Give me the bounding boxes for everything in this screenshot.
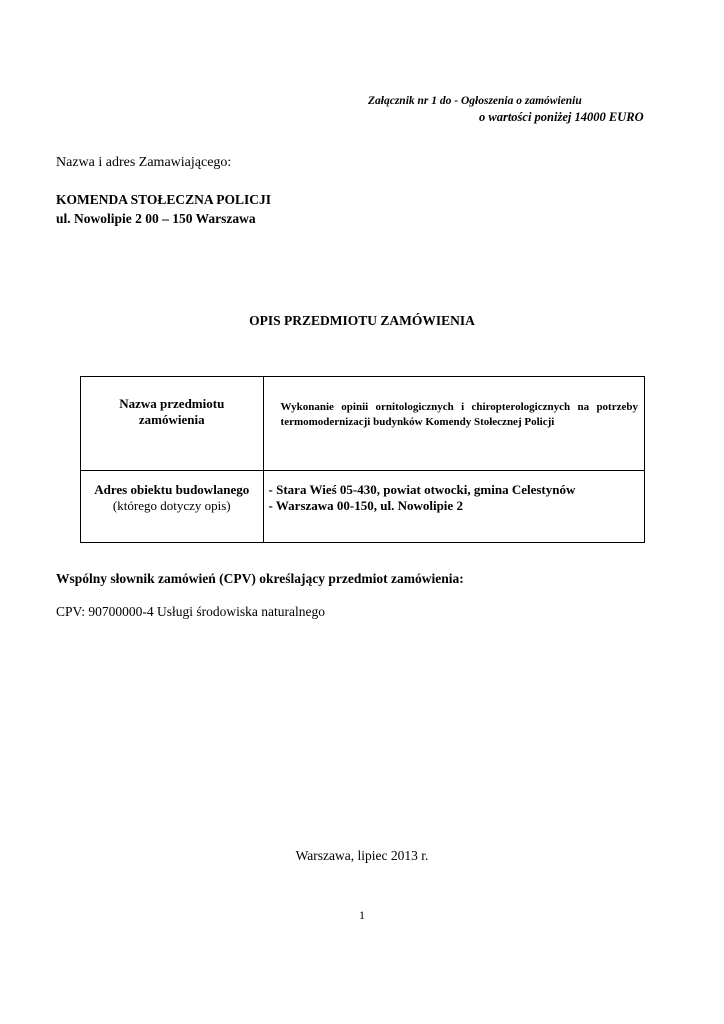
- subject-label-line2: zamówienia: [138, 412, 205, 427]
- address-label: Adres obiektu budowlanego: [94, 482, 250, 497]
- orderer-label: Nazwa i adres Zamawiającego:: [56, 155, 232, 170]
- table-row-address: [81, 471, 645, 543]
- annex-reference-line1: Załącznik nr 1 do - Ogłoszenia o zamówieniu: [368, 95, 582, 107]
- subject-label: [82, 396, 262, 428]
- address-value-line1: - Stara Wieś 05-430, powiat otwocki, gmina Celestynów: [268, 482, 576, 497]
- document-title: OPIS PRZEDMIOTU ZAMÓWIENIA: [249, 313, 475, 328]
- page-number: 1: [359, 908, 365, 922]
- place-date: Warszawa, lipiec 2013 r.: [295, 848, 429, 863]
- address-value-cell: [263, 471, 644, 543]
- address-value-line2: - Warszawa 00-150, ul. Nowolipie 2: [268, 498, 463, 513]
- address-label-note: (którego dotyczy opis): [112, 498, 231, 513]
- subject-label-cell: [81, 377, 264, 471]
- orderer-name: KOMENDA STOŁECZNA POLICJI: [56, 192, 272, 207]
- cpv-heading: Wspólny słownik zamówień (CPV) określający przedmiot zamówienia:: [56, 571, 464, 586]
- table-row-subject: [81, 377, 645, 471]
- cpv-code: CPV: 90700000-4 Usługi środowiska naturalnego: [56, 604, 325, 619]
- subject-value: Wykonanie opinii ornitologicznych i chiropterologicznych na potrzeby termomodernizacji budynków Komendy Stołecznej Policji: [280, 401, 638, 428]
- subject-label-line1: Nazwa przedmiotu: [119, 396, 225, 411]
- orderer-address: ul. Nowolipie 2 00 – 150 Warszawa: [56, 211, 256, 226]
- order-description-table: [80, 376, 645, 543]
- address-label-cell: [81, 471, 264, 543]
- subject-value-cell: [263, 377, 644, 471]
- annex-reference-line2: o wartości poniżej 14000 EURO: [479, 110, 644, 124]
